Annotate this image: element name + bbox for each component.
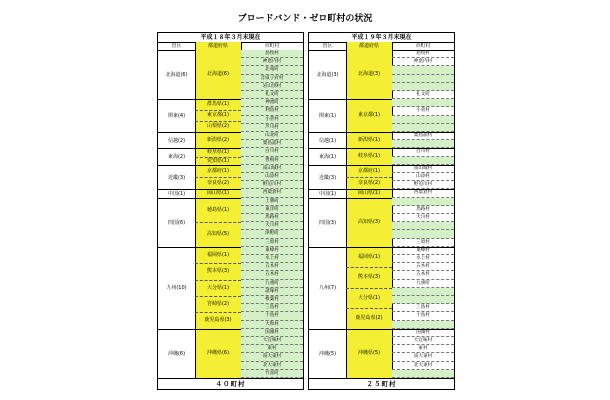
pref-label: 山梨県(2): [206, 123, 230, 130]
section: [158, 99, 303, 133]
pref-label: 京都府(1): [195, 165, 241, 178]
city-cell: 芦川村: [241, 124, 303, 132]
total-count: ２５町村: [309, 378, 454, 389]
pref-label: 鹿児島県(2): [355, 315, 383, 322]
section: [309, 148, 454, 165]
city-cell: 三原村: [241, 239, 303, 247]
city-cell: 南山城村: [241, 165, 303, 173]
city-cell: 東村: [241, 345, 303, 353]
section: [158, 247, 303, 330]
section: [309, 329, 454, 379]
pref-label: 高知県(5): [206, 231, 230, 238]
region-label: 近畿(3): [167, 174, 186, 181]
city-cell: 水上村: [241, 255, 303, 263]
city-cell: 東峰村: [392, 247, 454, 255]
city-cell: [392, 75, 454, 83]
city-cell: 北大東村: [241, 362, 303, 370]
pref-label: 鹿児島県(3): [204, 317, 232, 324]
region-label: 関東(1): [318, 113, 337, 120]
city-cell: [392, 370, 454, 378]
city-cell: [392, 83, 454, 91]
city-cell: 神流町: [241, 99, 303, 107]
city-cell: 島牧村: [392, 50, 454, 58]
city-cell: 東洋町: [241, 206, 303, 214]
section: [158, 132, 303, 149]
city-cell: 上勝町: [241, 198, 303, 206]
region-label: 四国(6): [167, 219, 186, 226]
city-cell: 利島村: [241, 107, 303, 115]
city-cell: 大和村: [241, 321, 303, 329]
pref-label: 北海道(3): [357, 71, 381, 77]
city-cell: 小菅村: [392, 107, 454, 115]
pref-label: 新潟県(1): [357, 137, 381, 143]
region-label: 信越(1): [318, 137, 337, 144]
region-label: 東海(1): [318, 154, 337, 161]
city-cell: 白川村: [392, 148, 454, 156]
region-label: 中国(1): [318, 190, 337, 197]
header-kanku: 管区: [322, 43, 333, 49]
city-cell: 山北町: [241, 132, 303, 140]
section: [309, 247, 454, 330]
city-cell: [392, 140, 454, 148]
pref-label: 福岡県(1): [195, 247, 241, 264]
city-cell: 岩山別村: [241, 83, 303, 91]
city-cell: 大川村: [392, 214, 454, 222]
pref-label: 岡山県(1): [357, 190, 381, 197]
city-cell: 五木村: [241, 271, 303, 279]
city-cell: 五木村: [392, 271, 454, 279]
city-cell: [392, 296, 454, 304]
city-cell: [392, 124, 454, 132]
section: [309, 132, 454, 149]
city-cell: 南大東村: [392, 353, 454, 361]
city-cell: 北大東村: [392, 362, 454, 370]
section: [309, 198, 454, 248]
pref-label: 東京都(1): [195, 110, 241, 122]
region-label: 関東(4): [167, 113, 186, 120]
pref-label: 岡山県(1): [206, 190, 230, 197]
city-cell: 大川村: [241, 222, 303, 230]
city-cell: 西粟倉村: [241, 189, 303, 197]
city-cell: 豊根村: [241, 157, 303, 165]
city-cell: 九重町: [392, 280, 454, 288]
city-cell: 三原村: [392, 239, 454, 247]
city-cell: 音威子府村: [241, 75, 303, 83]
city-cell: [392, 116, 454, 124]
region-label: 九州(7): [318, 285, 337, 292]
pref-label: 群馬県(1): [195, 99, 241, 111]
pref-label: 奈良県(2): [357, 180, 381, 187]
section: [158, 198, 303, 248]
table-2006: [157, 32, 304, 390]
city-cell: [392, 321, 454, 329]
total-count: ４０町村: [158, 378, 303, 389]
city-cell: [392, 157, 454, 165]
pref-label: 熊本県(3): [346, 267, 392, 289]
pref-label: 熊本県(3): [195, 263, 241, 280]
header-city: 市町村: [415, 43, 431, 49]
city-cell: [392, 66, 454, 74]
city-cell: 白川村: [241, 148, 303, 156]
section: [309, 50, 454, 100]
pref-label: 高知県(3): [357, 218, 381, 225]
city-cell: 山添村: [392, 173, 454, 181]
section: [309, 165, 454, 191]
pref-label: 沖縄県(6): [206, 349, 230, 356]
region-label: 九州(10): [166, 285, 187, 292]
region-label: 沖縄(5): [318, 350, 337, 357]
city-cell: [392, 198, 454, 206]
city-cell: 礼文町: [392, 91, 454, 99]
city-cell: 島牧村: [241, 50, 303, 58]
city-cell: 神恵内村: [392, 58, 454, 66]
city-cell: 三島村: [392, 304, 454, 312]
pref-label: 岐阜県(1): [357, 153, 381, 160]
header-pref: 都道府県: [195, 42, 241, 50]
city-cell: 十島村: [392, 312, 454, 320]
region-label: 近畿(3): [318, 174, 337, 181]
city-cell: 野迫川村: [392, 181, 454, 189]
region-label: 北海道(3): [316, 72, 339, 79]
city-cell: 南大東村: [241, 353, 303, 361]
pref-label: 新潟県(2): [206, 137, 230, 143]
city-cell: 椎葉村: [241, 296, 303, 304]
pref-label: 沖縄県(5): [357, 349, 381, 356]
city-cell: 小菅村: [241, 116, 303, 124]
section: [158, 148, 303, 165]
city-cell: [392, 230, 454, 238]
region-label: 中国(1): [167, 190, 186, 197]
city-cell: 西粟倉村: [392, 189, 454, 197]
city-cell: 水上村: [392, 255, 454, 263]
city-cell: 三島村: [241, 304, 303, 312]
region-label: 沖縄(6): [167, 350, 186, 357]
pref-label: 京都府(1): [346, 165, 392, 178]
header-kanku: 管区: [171, 43, 182, 49]
city-cell: [392, 99, 454, 107]
city-cell: 粟島浦村: [392, 132, 454, 140]
city-cell: 粟島浦村: [241, 140, 303, 148]
table-2007: [308, 32, 455, 390]
region-label: 信越(2): [167, 137, 186, 144]
city-cell: 野迫川村: [241, 181, 303, 189]
city-cell: 東峰村: [241, 247, 303, 255]
city-cell: 国頭村: [392, 329, 454, 337]
city-cell: 馬路村: [241, 214, 303, 222]
table-heading: 平成１８年３月末現在: [158, 33, 303, 43]
city-cell: 馬路村: [392, 206, 454, 214]
city-cell: 山添村: [241, 173, 303, 181]
pref-label: 岐阜県(1): [195, 148, 241, 157]
page-title: ブロードバンド・ゼロ町村の状況: [237, 14, 373, 24]
city-cell: 大宜味村: [241, 337, 303, 345]
region-label: 四国(3): [318, 219, 337, 226]
city-cell: 大宜味村: [392, 337, 454, 345]
header-pref: 都道府県: [346, 42, 392, 50]
pref-label: 奈良県(2): [206, 180, 230, 187]
city-cell: 北竜町: [241, 66, 303, 74]
section: [158, 329, 303, 379]
pref-label: 福岡県(1): [346, 247, 392, 269]
city-cell: 竹富町: [241, 370, 303, 378]
region-label: 北海道(6): [165, 72, 188, 79]
section: [158, 50, 303, 100]
section: [309, 99, 454, 133]
city-cell: 五木村: [392, 263, 454, 271]
city-cell: 十島村: [241, 312, 303, 320]
pref-label: 徳島県(1): [195, 198, 241, 224]
pref-label: 愛知県(1): [206, 157, 230, 164]
header-city: 市町村: [264, 43, 280, 49]
city-cell: [392, 288, 454, 296]
pref-label: 大分県(1): [195, 280, 241, 297]
pref-label: 北海道(6): [206, 71, 230, 77]
city-cell: 神恵内村: [241, 58, 303, 66]
city-cell: 諸塚村: [241, 288, 303, 296]
city-cell: 礼文町: [241, 91, 303, 99]
pref-label: 宮崎県(2): [195, 296, 241, 313]
table-heading: 平成１９年３月末現在: [309, 33, 454, 43]
city-cell: 九重町: [241, 280, 303, 288]
pref-label: 東京都(1): [357, 112, 381, 119]
region-label: 東海(2): [167, 154, 186, 161]
city-cell: 五木村: [241, 263, 303, 271]
section: [158, 165, 303, 191]
pref-label: 大分県(1): [346, 288, 392, 310]
city-cell: 国頭村: [241, 329, 303, 337]
city-cell: [392, 222, 454, 230]
city-cell: 東村: [392, 345, 454, 353]
city-cell: 南山城村: [392, 165, 454, 173]
city-cell: 津野町: [241, 230, 303, 238]
